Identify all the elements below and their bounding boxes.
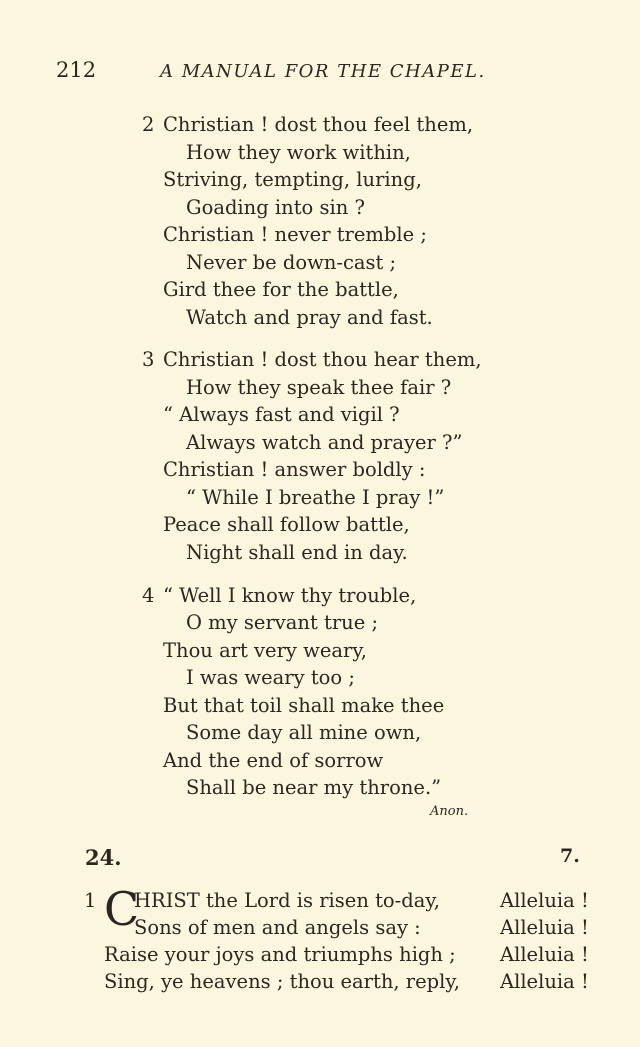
verse-line: O my servant true ; [186,611,379,634]
hymn-meter: 7. [560,845,580,867]
verse-line: Gird thee for the battle, [163,278,399,301]
page-header [0,58,640,88]
hymn-attribution: Anon. [430,804,469,819]
refrain-alleluia: Alleluia ! [500,943,589,966]
verse-line: Christian ! dost thou feel them, [163,113,474,136]
verse-line: Christian ! dost thou hear them, [163,348,482,371]
verse-line: Shall be near my throne.” [186,776,442,799]
verse-line: Striving, tempting, luring, [163,168,422,191]
verse-line: Sing, ye heavens ; thou earth, reply, [104,970,460,993]
verse-line: Sons of men and angels say : [134,916,421,939]
refrain-alleluia: Alleluia ! [500,916,589,939]
verse-line: HRIST the Lord is risen to-day, [134,889,440,912]
verse-line: Night shall end in day. [186,541,408,564]
verse-line: “ Always fast and vigil ? [163,403,400,426]
verse-line: But that toil shall make thee [163,694,445,717]
refrain-alleluia: Alleluia ! [500,889,589,912]
stanza-number: 1 [84,889,97,912]
verse-line: How they work within, [186,141,411,164]
refrain-alleluia: Alleluia ! [500,970,589,993]
drop-cap: C [104,882,140,936]
verse-line: “ While I breathe I pray !” [186,486,445,509]
verse-line: Goading into sin ? [186,196,365,219]
verse-line: Christian ! answer boldly : [163,458,426,481]
verse-line: Raise your joys and triumphs high ; [104,943,456,966]
verse-line: And the end of sorrow [163,749,384,772]
verse-line: Some day all mine own, [186,721,422,744]
verse-line: Always watch and prayer ?” [186,431,463,454]
verse-line: “ Well I know thy trouble, [163,584,417,607]
stanza-number: 2 [142,113,155,136]
verse-line: Watch and pray and fast. [186,306,433,329]
verse-line: How they speak thee fair ? [186,376,452,399]
page-number: 212 [56,58,97,82]
verse-line: I was weary too ; [186,666,355,689]
verse-line: Never be down-cast ; [186,251,397,274]
verse-line: Thou art very weary, [163,639,367,662]
verse-line: Peace shall follow battle, [163,513,410,536]
stanza-number: 4 [142,584,155,607]
stanza-number: 3 [142,348,155,371]
running-title: A MANUAL FOR THE CHAPEL. [160,61,486,82]
verse-line: Christian ! never tremble ; [163,223,427,246]
hymn-number: 24. [85,845,122,870]
